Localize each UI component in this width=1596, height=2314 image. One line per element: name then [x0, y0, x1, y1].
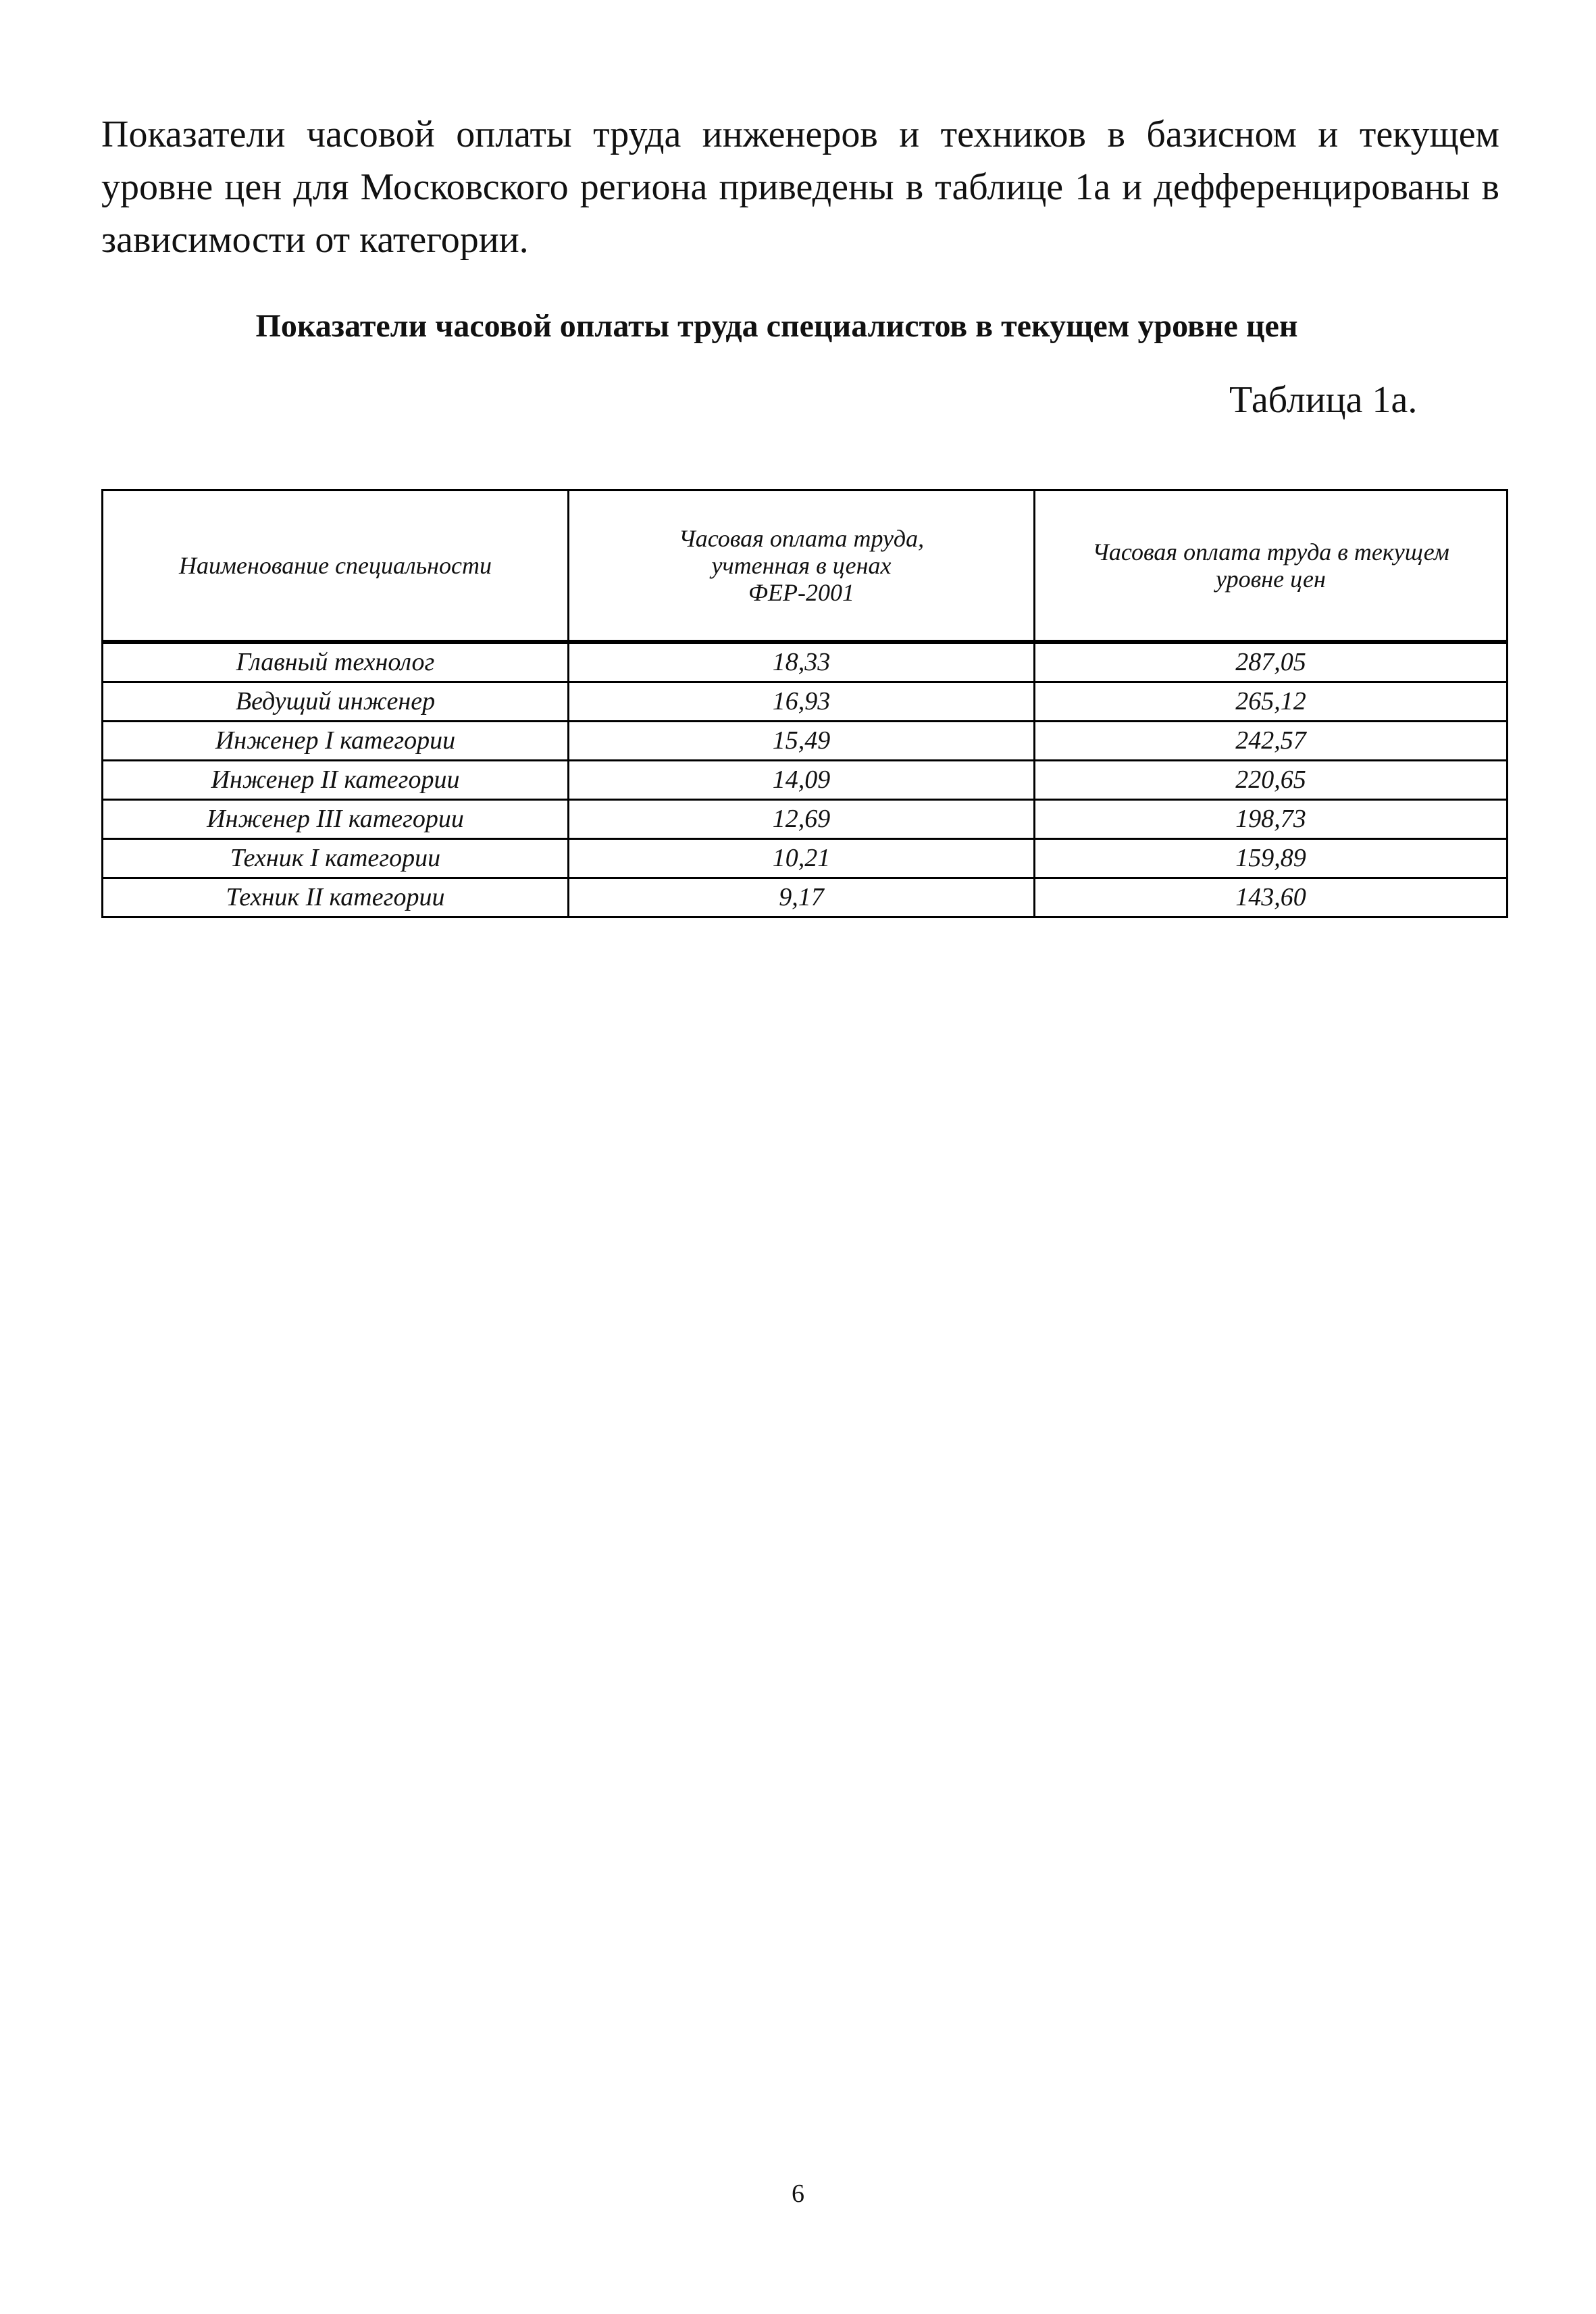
cell-specialty: Техник I категории	[103, 839, 569, 878]
table-row	[103, 761, 1508, 800]
cell-current-rate: 242,57	[1035, 722, 1508, 761]
cell-specialty: Ведущий инженер	[103, 682, 569, 722]
cell-current-rate: 198,73	[1035, 800, 1508, 839]
cell-fer-rate: 12,69	[569, 800, 1035, 839]
table-row	[103, 682, 1508, 722]
cell-fer-rate: 9,17	[569, 878, 1035, 917]
cell-specialty: Главный технолог	[103, 642, 569, 682]
header-specialty: Наименование специальности	[103, 491, 569, 643]
cell-specialty: Инженер I категории	[103, 722, 569, 761]
table-row	[103, 878, 1508, 917]
cell-fer-rate: 15,49	[569, 722, 1035, 761]
cell-current-rate: 265,12	[1035, 682, 1508, 722]
cell-fer-rate: 10,21	[569, 839, 1035, 878]
cell-specialty: Инженер III категории	[103, 800, 569, 839]
table-row	[103, 839, 1508, 878]
cell-specialty: Техник II категории	[103, 878, 569, 917]
cell-current-rate: 287,05	[1035, 642, 1508, 682]
cell-specialty: Инженер II категории	[103, 761, 569, 800]
table-row	[103, 722, 1508, 761]
table-title: Показатели часовой оплаты труда специалистов в текущем уровне цен	[255, 308, 1298, 344]
table-row	[103, 800, 1508, 839]
cell-fer-rate: 18,33	[569, 642, 1035, 682]
cell-fer-rate: 14,09	[569, 761, 1035, 800]
cell-current-rate: 220,65	[1035, 761, 1508, 800]
intro-paragraph: Показатели часовой оплаты труда инженеров и техников в базисном и текущем уровне цен для Московского региона приведены в таблице 1а и дефференцированы в зависимости от категории.	[101, 114, 1499, 261]
page-number: 6	[792, 2180, 804, 2208]
table-label: Таблица 1а.	[1229, 379, 1418, 421]
table-header-row	[103, 491, 1508, 643]
cell-current-rate: 143,60	[1035, 878, 1508, 917]
header-current-price: Часовая оплата труда в текущем уровне цен	[1035, 491, 1508, 643]
wage-table	[101, 489, 1508, 918]
table-row	[103, 642, 1508, 682]
cell-current-rate: 159,89	[1035, 839, 1508, 878]
cell-fer-rate: 16,93	[569, 682, 1035, 722]
header-fer-2001: Часовая оплата труда, учтенная в ценах ФЕР-2001	[569, 491, 1035, 643]
